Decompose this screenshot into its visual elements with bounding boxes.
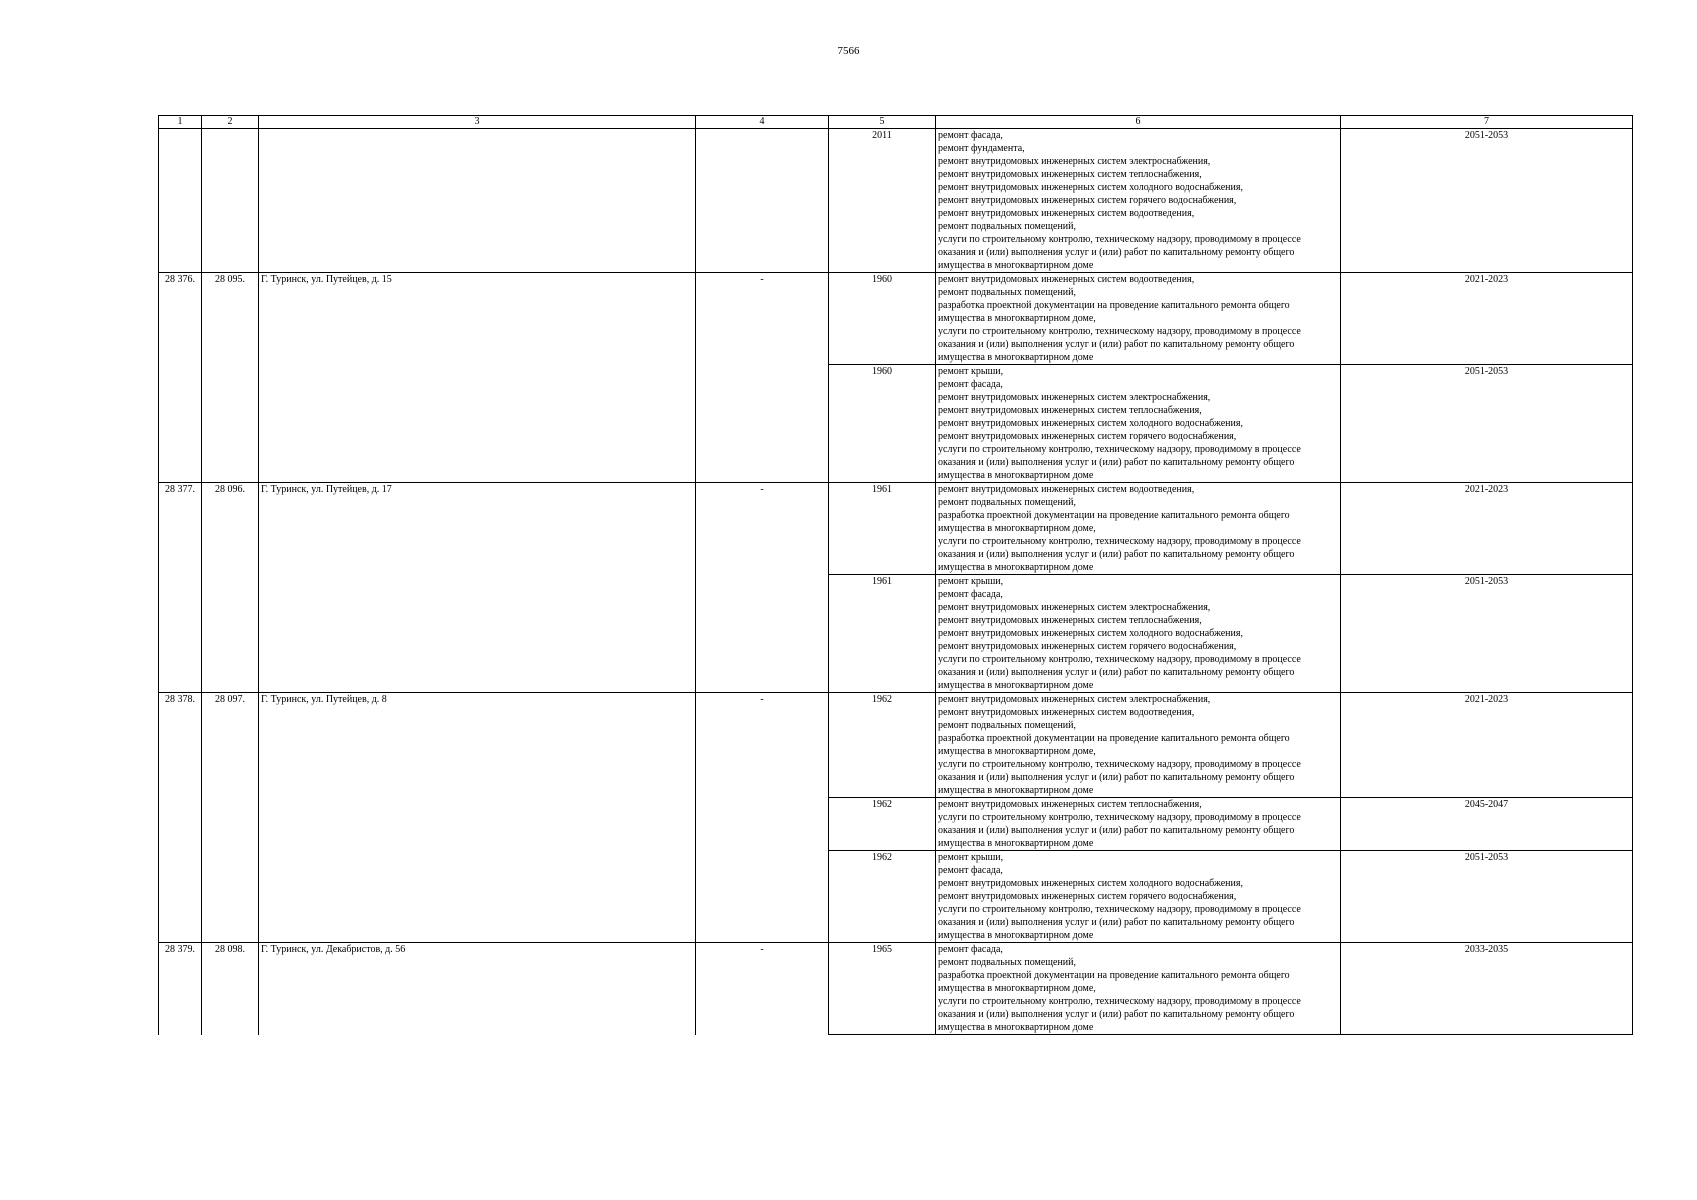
works-cell: ремонт внутридомовых инженерных систем водоотведения, ремонт подвальных помещений, разработка проектной документации на проведение капитального ремонта общего имущества в многоквартирном доме, услуги по строительному контролю, техническому надзору, проводимому в процессе оказания и (или) выполнения услуг и (или) работ по капитальному ремонту общего имущества в многоквартирном доме [936,483,1341,575]
year-cell: 1965 [829,943,936,1035]
col4-cell: - [696,943,829,1035]
row-number-cell: 28 379. [159,943,202,1035]
column-header: 2 [202,116,259,129]
col4-cell: - [696,693,829,943]
works-cell: ремонт внутридомовых инженерных систем теплоснабжения, услуги по строительному контролю, техническому надзору, проводимому в процессе оказания и (или) выполнения услуг и (или) работ по капитальному ремонту общего имущества в многоквартирном доме [936,798,1341,851]
works-cell: ремонт крыши, ремонт фасада, ремонт внутридомовых инженерных систем электроснабжения, ремонт внутридомовых инженерных систем теплоснабжения, ремонт внутридомовых инженерных систем холодного водоснабжения, ремонт внутридомовых инженерных систем горячего водоснабжения, услуги по строительному контролю, техническому надзору, проводимому в процессе оказания и (или) выполнения услуг и (или) работ по капитальному ремонту общего имущества в многоквартирном доме [936,575,1341,693]
year-cell: 1960 [829,365,936,483]
works-cell: ремонт внутридомовых инженерных систем водоотведения, ремонт подвальных помещений, разработка проектной документации на проведение капитального ремонта общего имущества в многоквартирном доме, услуги по строительному контролю, техническому надзору, проводимому в процессе оказания и (или) выполнения услуг и (или) работ по капитальному ремонту общего имущества в многоквартирном доме [936,273,1341,365]
page-number: 7566 [837,45,860,57]
term-cell: 2021-2023 [1341,693,1633,798]
house-id-cell: 28 096. [202,483,259,693]
table-row [159,693,1633,798]
term-cell: 2045-2047 [1341,798,1633,851]
term-cell: 2051-2053 [1341,851,1633,943]
year-cell: 2011 [829,129,936,273]
address-cell: Г. Туринск, ул. Путейцев, д. 15 [259,273,696,483]
table-row [159,943,1633,1035]
term-cell: 2051-2053 [1341,129,1633,273]
column-number-row [159,116,1633,129]
table-row [159,483,1633,575]
column-header: 5 [829,116,936,129]
works-cell: ремонт крыши, ремонт фасада, ремонт внутридомовых инженерных систем холодного водоснабжения, ремонт внутридомовых инженерных систем горячего водоснабжения, услуги по строительному контролю, техническому надзору, проводимому в процессе оказания и (или) выполнения услуг и (или) работ по капитальному ремонту общего имущества в многоквартирном доме [936,851,1341,943]
column-header: 6 [936,116,1341,129]
column-header: 7 [1341,116,1633,129]
column-header: 3 [259,116,696,129]
column-header: 1 [159,116,202,129]
year-cell: 1962 [829,693,936,798]
table-row [159,129,1633,273]
house-id-cell [202,129,259,273]
house-id-cell: 28 098. [202,943,259,1035]
year-cell: 1960 [829,273,936,365]
works-cell: ремонт фасада, ремонт фундамента, ремонт внутридомовых инженерных систем электроснабжения, ремонт внутридомовых инженерных систем теплоснабжения, ремонт внутридомовых инженерных систем холодного водоснабжения, ремонт внутридомовых инженерных систем горячего водоснабжения, ремонт внутридомовых инженерных систем водоотведения, ремонт подвальных помещений, услуги по строительному контролю, техническому надзору, проводимому в процессе оказания и (или) выполнения услуг и (или) работ по капитальному ремонту общего имущества в многоквартирном доме [936,129,1341,273]
address-cell: Г. Туринск, ул. Декабристов, д. 56 [259,943,696,1035]
works-cell: ремонт фасада, ремонт подвальных помещений, разработка проектной документации на проведение капитального ремонта общего имущества в многоквартирном доме, услуги по строительному контролю, техническому надзору, проводимому в процессе оказания и (или) выполнения услуг и (или) работ по капитальному ремонту общего имущества в многоквартирном доме [936,943,1341,1035]
term-cell: 2021-2023 [1341,483,1633,575]
term-cell: 2051-2053 [1341,365,1633,483]
works-cell: ремонт крыши, ремонт фасада, ремонт внутридомовых инженерных систем электроснабжения, ремонт внутридомовых инженерных систем теплоснабжения, ремонт внутридомовых инженерных систем холодного водоснабжения, ремонт внутридомовых инженерных систем горячего водоснабжения, услуги по строительному контролю, техническому надзору, проводимому в процессе оказания и (или) выполнения услуг и (или) работ по капитальному ремонту общего имущества в многоквартирном доме [936,365,1341,483]
table-row [159,273,1633,365]
year-cell: 1961 [829,575,936,693]
house-id-cell: 28 097. [202,693,259,943]
capital-repair-table [158,115,1633,1035]
row-number-cell: 28 377. [159,483,202,693]
term-cell: 2021-2023 [1341,273,1633,365]
row-number-cell: 28 378. [159,693,202,943]
row-number-cell [159,129,202,273]
col4-cell: - [696,273,829,483]
term-cell: 2033-2035 [1341,943,1633,1035]
year-cell: 1962 [829,851,936,943]
works-cell: ремонт внутридомовых инженерных систем электроснабжения, ремонт внутридомовых инженерных систем водоотведения, ремонт подвальных помещений, разработка проектной документации на проведение капитального ремонта общего имущества в многоквартирном доме, услуги по строительному контролю, техническому надзору, проводимому в процессе оказания и (или) выполнения услуг и (или) работ по капитальному ремонту общего имущества в многоквартирном доме [936,693,1341,798]
house-id-cell: 28 095. [202,273,259,483]
address-cell [259,129,696,273]
row-number-cell: 28 376. [159,273,202,483]
year-cell: 1962 [829,798,936,851]
col4-cell: - [696,483,829,693]
term-cell: 2051-2053 [1341,575,1633,693]
year-cell: 1961 [829,483,936,575]
col4-cell [696,129,829,273]
address-cell: Г. Туринск, ул. Путейцев, д. 17 [259,483,696,693]
address-cell: Г. Туринск, ул. Путейцев, д. 8 [259,693,696,943]
column-header: 4 [696,116,829,129]
